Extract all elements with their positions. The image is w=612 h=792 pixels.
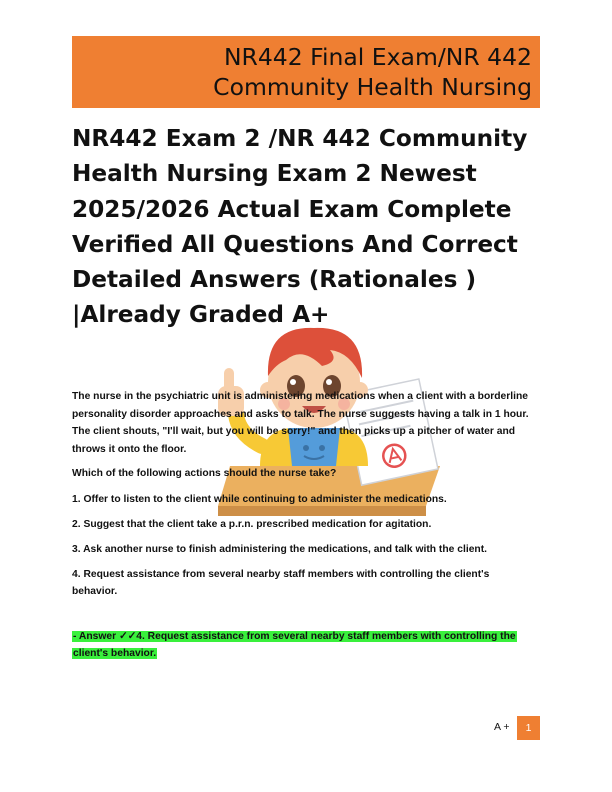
option-4-line-1: 4. Request assistance from several nearby staff members with controlling the client's [72, 568, 490, 580]
title-line-5: Detailed Answers (Rationales ) [72, 266, 477, 294]
scenario-line-4: throws it onto the floor. [72, 443, 187, 455]
footer-grade-label: A + [494, 721, 510, 733]
answer-option-1: 1. Offer to listen to the client while continuing to administer the medications. [72, 493, 447, 505]
title-line-4: Verified All Questions And Correct [72, 230, 518, 258]
option-4-line-2: behavior. [72, 585, 118, 597]
scenario-line-3: The client shouts, "I'll wait, but you will be sorry!" and then picks up a pitcher of water and [72, 426, 516, 437]
question-prompt: Which of the following actions should the nurse take? [72, 468, 337, 479]
answer-option-2: 2. Suggest that the client take a p.r.n. prescribed medication for agitation. [72, 518, 432, 530]
header-line-2: Community Health Nursing [213, 73, 532, 101]
title-line-3: 2025/2026 Actual Exam Complete [72, 195, 512, 223]
title-line-2: Health Nursing Exam 2 Newest [72, 160, 477, 188]
question-block [72, 388, 542, 663]
question-scenario [72, 388, 542, 458]
header-line-1: NR442 Final Exam/NR 442 [223, 43, 532, 71]
correct-answer [72, 628, 542, 663]
answer-line-2: client's behavior. [73, 648, 157, 659]
title-line-1: NR442 Exam 2 /NR 442 Community [72, 125, 528, 152]
scenario-line-2: personality disorder approaches and asks to talk. The nurse suggests having a talk in 1 hour. [72, 408, 529, 420]
header-banner [72, 36, 540, 108]
answer-option-3: 3. Ask another nurse to finish administering the medications, and talk with the client. [72, 543, 487, 555]
page-number-badge: 1 [517, 716, 540, 740]
answer-option-4 [72, 566, 542, 600]
document-title [72, 121, 552, 333]
answer-line-1: - Answer ✓✓4. Request assistance from several nearby staff members with controlling the [73, 630, 516, 642]
scenario-line-1: The nurse in the psychiatric unit is administering medications when a client with a borderline [72, 391, 529, 402]
title-line-6: |Already Graded A+ [72, 301, 330, 329]
